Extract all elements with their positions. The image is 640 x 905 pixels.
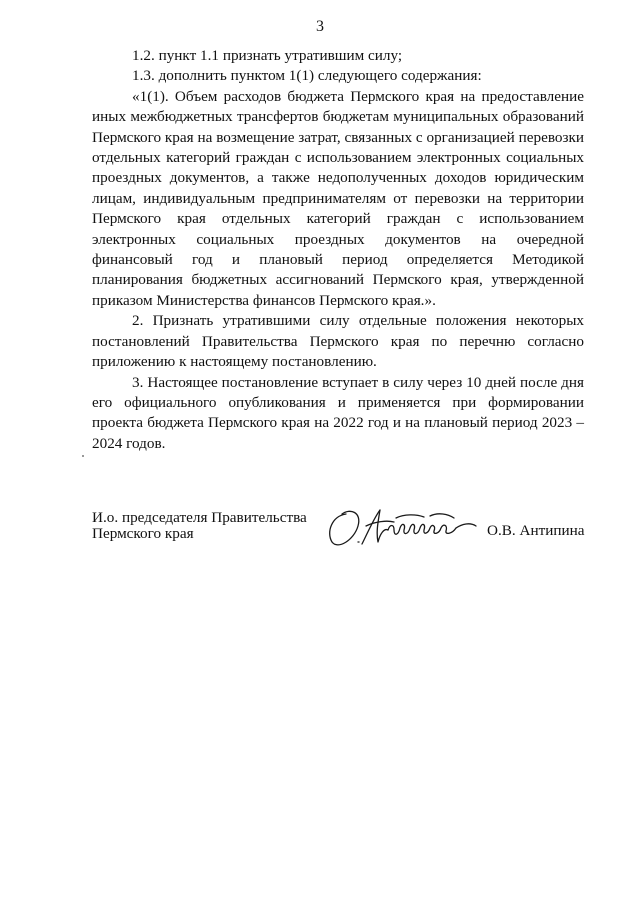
signer-title-line2: Пермского края xyxy=(92,525,194,542)
paragraph-1-1-quote: «1(1). Объем расходов бюджета Пермского края на предоставление иных межбюджетных трансфертов бюджетам муниципальных образований Пермского края на возмещение затрат, связанных с организацией перевозки отдельных категорий граждан с использованием электронных социальных проездных документов, а также недополученных доходов юридическим лицам, индивидуальным предпринимателям от перевозки на территории Пермского края отдельных категорий граждан с использованием электронных социальных проездных документов на очередной финансовый год и плановый период определяется Методикой планирования бюджетных ассигнований Пермского края, утвержденной приказом Министерства финансов Пермского края.». xyxy=(92,87,584,309)
handwritten-signature xyxy=(324,504,484,548)
signer-title-line1: И.о. председателя Правительства xyxy=(92,509,307,526)
paragraph-3: 3. Настоящее постановление вступает в силу через 10 дней после дня его официального опубликования и применяется при формировании проекта бюджета Пермского края на 2022 год и на плановый период 2023 – 2024 годов. xyxy=(92,373,584,452)
paragraph-2: 2. Признать утратившими силу отдельные положения некоторых постановлений Правительства Пермского края по перечню согласно приложению к настоящему постановлению. xyxy=(92,312,584,371)
paragraph-1-3: 1.3. дополнить пунктом 1(1) следующего содержания: xyxy=(132,67,482,85)
paragraph-1-2: 1.2. пункт 1.1 признать утратившим силу; xyxy=(132,47,403,64)
signer-name: О.В. Антипина xyxy=(487,522,585,539)
signature-block xyxy=(92,510,584,560)
page-number: 3 xyxy=(316,18,324,35)
signer-title xyxy=(92,510,332,542)
document-body xyxy=(92,46,584,454)
scan-dot xyxy=(82,455,84,457)
